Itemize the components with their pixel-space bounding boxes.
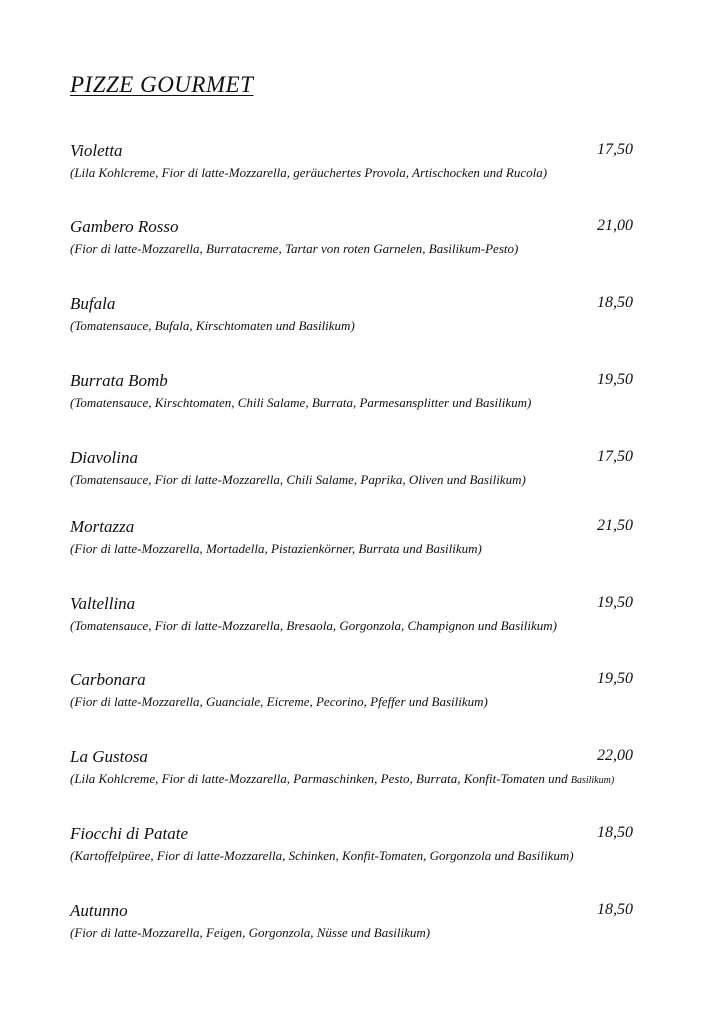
item-price: 21,50: [597, 517, 633, 534]
menu-item-bufala: [70, 294, 633, 334]
item-description: (Tomatensauce, Fior di latte-Mozzarella, Chili Salame, Paprika, Oliven und Basilikum): [70, 472, 526, 487]
menu-item-violetta: [70, 141, 633, 181]
item-price: 18,50: [597, 824, 633, 841]
item-description: (Tomatensauce, Fior di latte-Mozzarella, Bresaola, Gorgonzola, Champignon und Basilikum): [70, 618, 557, 633]
item-name: Diavolina: [70, 448, 138, 467]
item-price: 18,50: [597, 901, 633, 918]
menu-item-la-gustosa: [70, 747, 633, 787]
menu-item-carbonara: [70, 670, 633, 710]
item-name: Burrata Bomb: [70, 371, 168, 390]
item-name: Valtellina: [70, 594, 136, 613]
item-description: [70, 771, 633, 787]
item-name: La Gustosa: [70, 747, 148, 766]
item-price: 18,50: [597, 294, 633, 311]
menu-item-valtellina: [70, 594, 633, 634]
item-name: Violetta: [70, 141, 123, 160]
item-name: Fiocchi di Patate: [70, 824, 189, 843]
menu-item-diavolina: [70, 448, 633, 488]
item-price: 21,00: [597, 217, 633, 234]
item-price: 19,50: [597, 670, 633, 687]
item-name: Mortazza: [70, 517, 135, 536]
item-price: 17,50: [597, 448, 633, 465]
item-description-main: (Lila Kohlcreme, Fior di latte-Mozzarella, Parmaschinken, Pesto, Burrata, Konfit-Tomaten und: [70, 771, 568, 786]
item-description: (Tomatensauce, Kirschtomaten, Chili Salame, Burrata, Parmesansplitter und Basilikum): [70, 395, 532, 410]
menu-item-mortazza: [70, 517, 633, 557]
item-description: (Kartoffelpüree, Fior di latte-Mozzarella, Schinken, Konfit-Tomaten, Gorgonzola und Basilikum): [70, 848, 574, 863]
item-name: Carbonara: [70, 670, 146, 689]
item-description: (Fior di latte-Mozzarella, Guanciale, Eicreme, Pecorino, Pfeffer und Basilikum): [70, 694, 488, 709]
item-name: Autunno: [70, 901, 128, 920]
item-description: (Lila Kohlcreme, Fior di latte-Mozzarella, geräuchertes Provola, Artischocken und Rucola): [70, 165, 548, 180]
item-name: Bufala: [70, 294, 116, 313]
item-price: 19,50: [597, 594, 633, 611]
item-description: (Fior di latte-Mozzarella, Feigen, Gorgonzola, Nüsse und Basilikum): [70, 925, 431, 940]
menu-item-burrata-bomb: [70, 371, 633, 411]
menu-item-gambero-rosso: [70, 217, 633, 257]
item-description-small: Basilikum): [570, 775, 615, 786]
item-price: 19,50: [597, 371, 633, 388]
menu-item-autunno: [70, 901, 633, 941]
menu-title: PIZZE GOURMET: [70, 72, 254, 97]
item-name: Gambero Rosso: [70, 217, 179, 236]
item-description: (Fior di latte-Mozzarella, Mortadella, Pistazienkörner, Burrata und Basilikum): [70, 541, 482, 556]
item-description: (Fior di latte-Mozzarella, Burratacreme, Tartar von roten Garnelen, Basilikum-Pesto): [70, 241, 519, 256]
menu-item-fiocchi-di-patate: [70, 824, 633, 864]
item-price: 17,50: [597, 141, 633, 158]
item-price: 22,00: [597, 747, 633, 764]
item-description: (Tomatensauce, Bufala, Kirschtomaten und Basilikum): [70, 318, 355, 333]
